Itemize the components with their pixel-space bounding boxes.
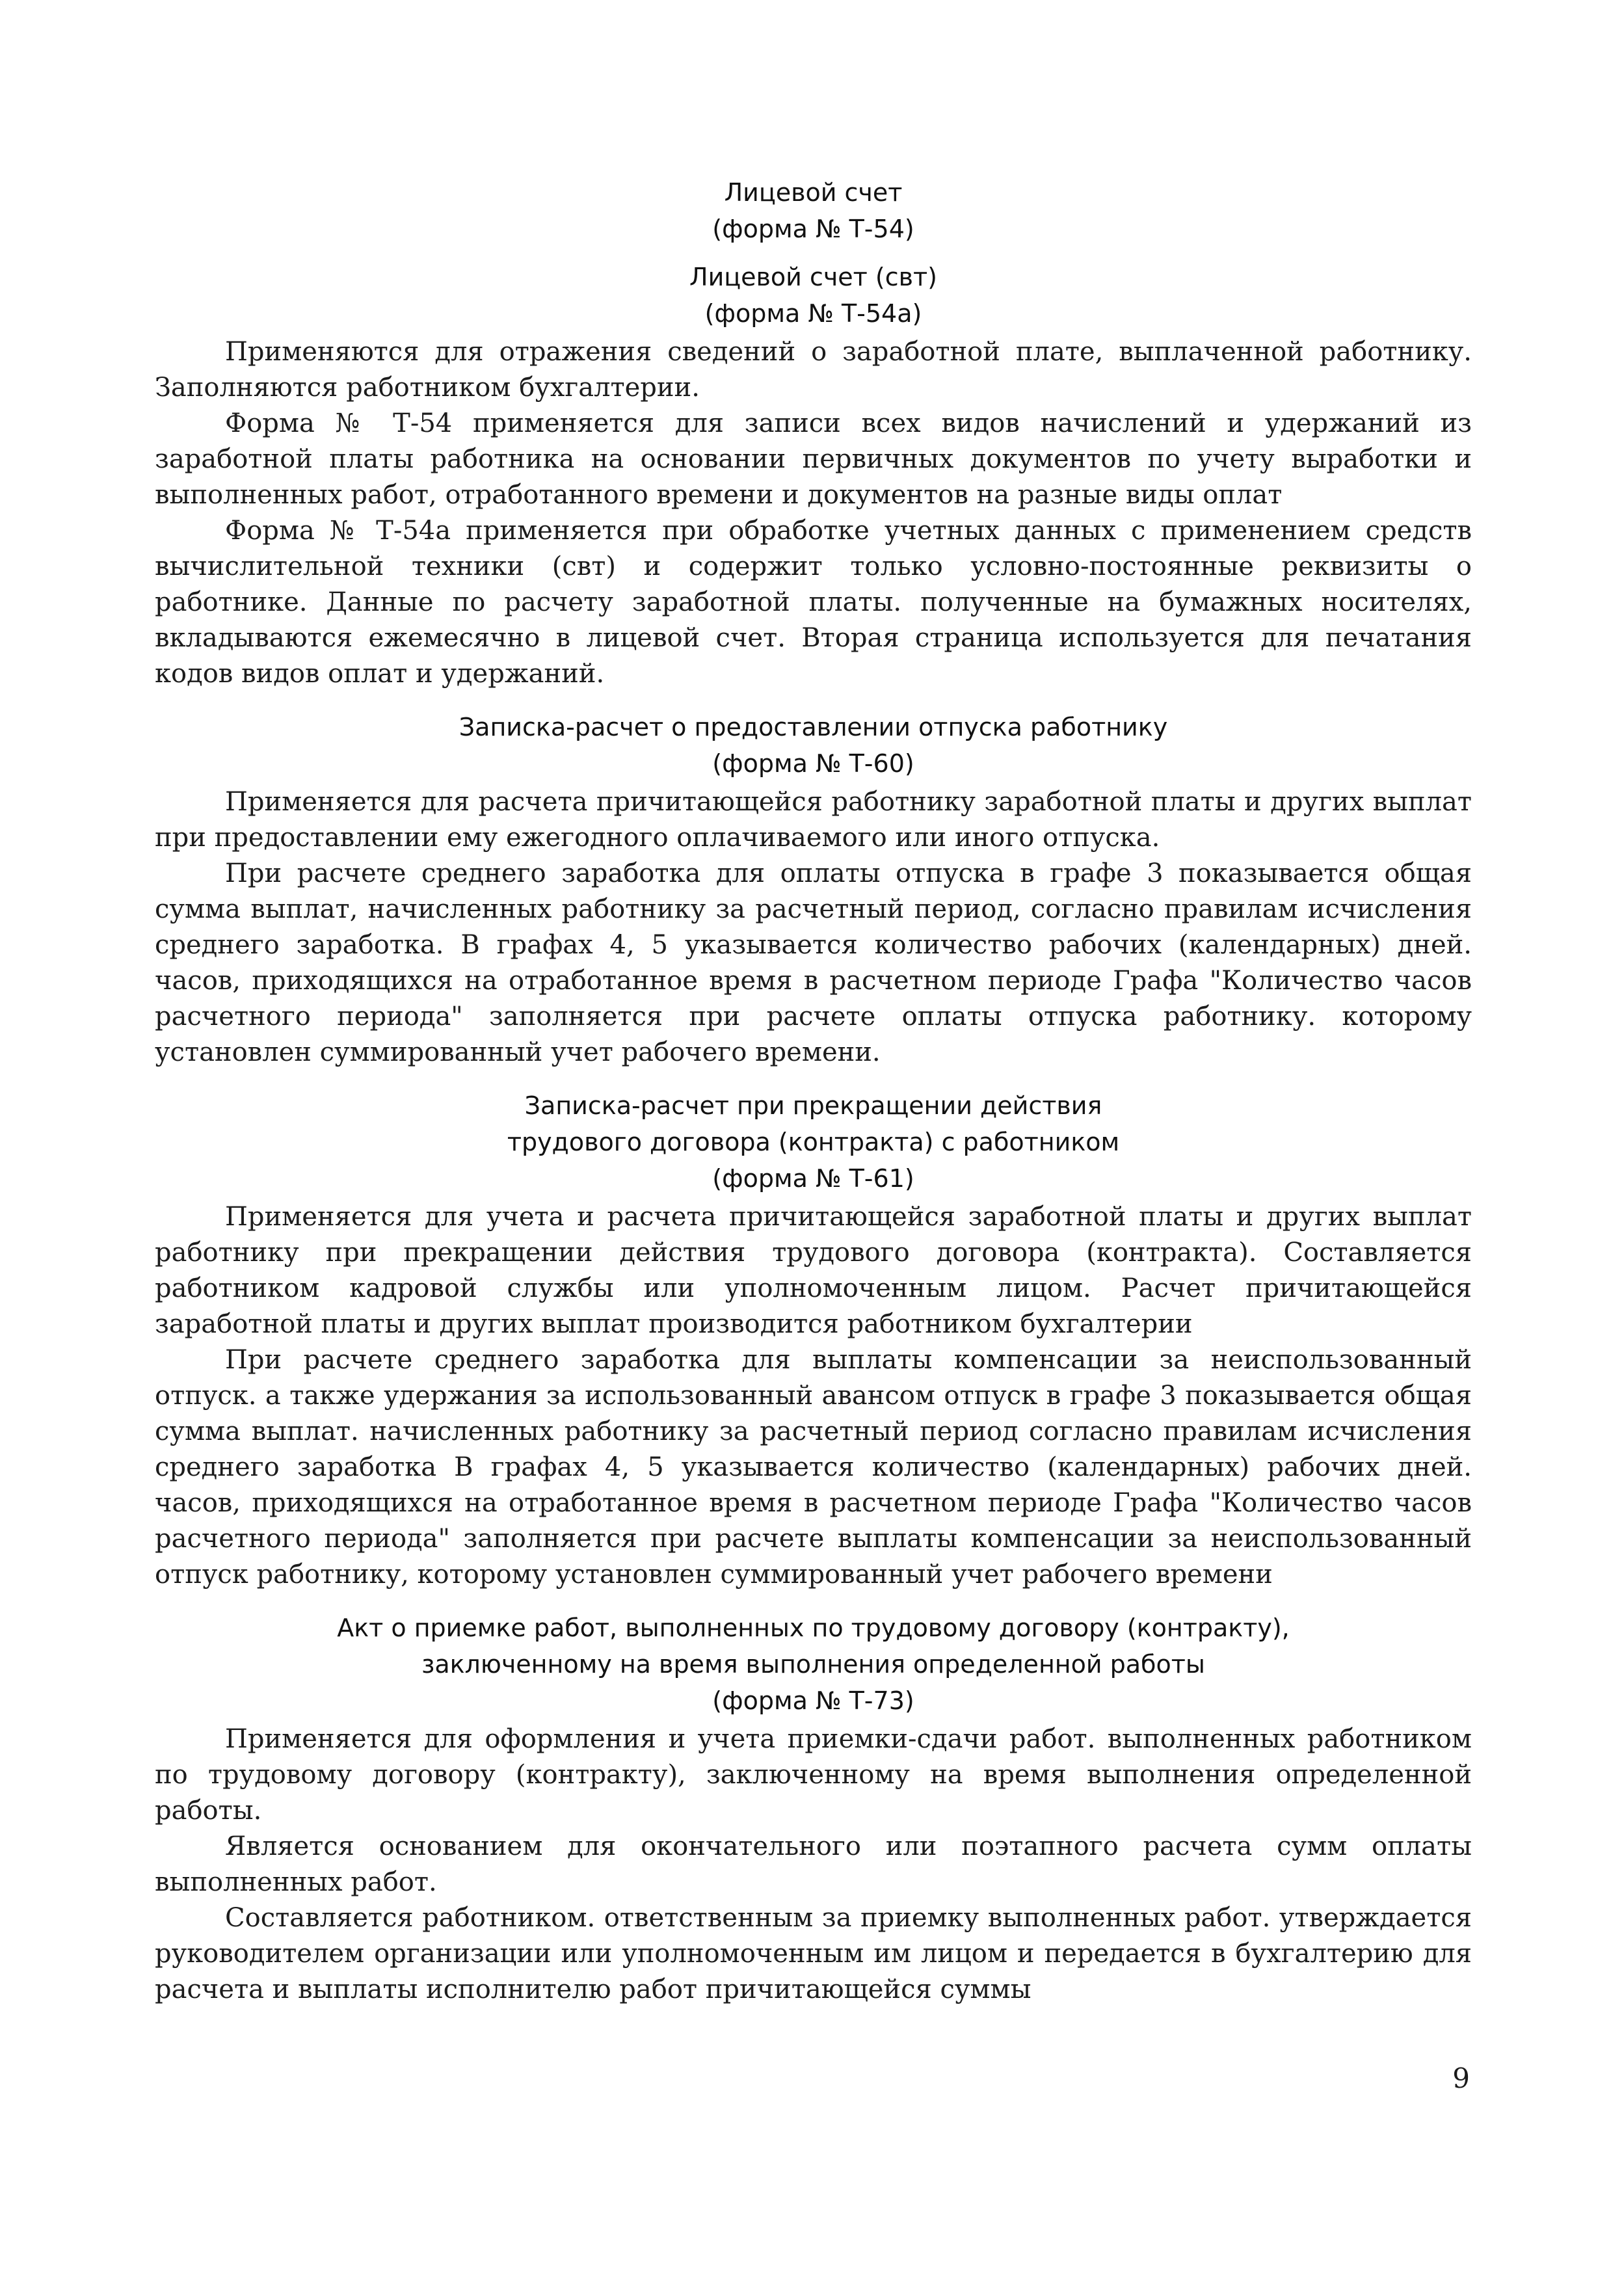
section-form-number: (форма № Т-73): [712, 1686, 914, 1715]
section-form-number: (форма № Т-60): [712, 749, 914, 778]
paragraph: Применяется для учета и расчета причитающейся заработной платы и других выплат работнику при прекращении действия трудового договора (контракта). Составляется работником кадровой службы или уполномоченным лицом. Расчет причитающейся заработной платы и других выплат производится работником бухгалтерии: [155, 1202, 1472, 1339]
paragraph: Является основанием для окончательного или поэтапного расчета сумм оплаты выполненных работ.: [155, 1831, 1472, 1897]
paragraph: Применяется для оформления и учета приемки-сдачи работ. выполненных работником по трудовому договору (контракту), заключенному на время выполнения определенной работы.: [155, 1724, 1472, 1826]
paragraph: Форма № Т-54 применяется для записи всех видов начислений и удержаний из заработной платы работника на основании первичных документов по учету выработки и выполненных работ, отработанного времени и документов на разные виды оплат: [155, 408, 1472, 510]
section-heading-t54a: [155, 259, 1472, 332]
section-form-number: (форма № Т-54): [712, 215, 914, 243]
section-title: Записка-расчет при прекращении действия: [524, 1091, 1102, 1120]
section-title: Записка-расчет о предоставлении отпуска работнику: [459, 713, 1168, 741]
section-body-t60: [155, 784, 1472, 1071]
paragraph: При расчете среднего заработка для оплаты отпуска в графе 3 показывается общая сумма выплат, начисленных работнику за расчетный период, согласно правилам исчисления среднего заработка. В графах 4, 5 указывается количество рабочих (календарных) дней. часов, приходящихся на отработанное время в расчетном периоде Графа "Количество часов расчетного периода" заполняется при расчете оплаты отпуска работнику. которому установлен суммированный учет рабочего времени.: [155, 858, 1472, 1067]
section-heading-t61: [155, 1087, 1472, 1197]
page-content: [155, 174, 1472, 2008]
section-title-continued: заключенному на время выполнения определенной работы: [421, 1650, 1205, 1679]
section-heading-t54: [155, 174, 1472, 247]
section-body-t73: [155, 1722, 1472, 2008]
paragraph: Применяются для отражения сведений о заработной плате, выплаченной работнику. Заполняются работником бухгалтерии.: [155, 337, 1472, 403]
section-body-t61: [155, 1199, 1472, 1593]
section-form-number: (форма № Т-61): [712, 1164, 914, 1193]
paragraph: При расчете среднего заработка для выплаты компенсации за неиспользованный отпуск. а также удержания за использованный авансом отпуск в графе 3 показывается общая сумма выплат. начисленных работнику за расчетный период согласно правилам исчисления среднего заработка В графах 4, 5 указывается количество (календарных) рабочих дней. часов, приходящихся на отработанное время в расчетном периоде Графа "Количество часов расчетного периода" заполняется при расчете выплаты компенсации за неиспользованный отпуск работнику, которому установлен суммированный учет рабочего времени: [155, 1345, 1472, 1590]
section-title-continued: трудового договора (контракта) с работником: [507, 1128, 1120, 1156]
section-title: Лицевой счет: [724, 178, 903, 207]
section-title: Лицевой счет (свт): [689, 263, 937, 291]
paragraph: Применяется для расчета причитающейся работнику заработной платы и других выплат при предоставлении ему ежегодного оплачиваемого или иного отпуска.: [155, 787, 1472, 853]
section-heading-t73: [155, 1610, 1472, 1719]
page-number: 9: [1452, 2062, 1470, 2094]
paragraph: Форма № Т-54а применяется при обработке учетных данных с применением средств вычислительной техники (свт) и содержит только условно-постоянные реквизиты о работнике. Данные по расчету заработной платы. полученные на бумажных носителях, вкладываются ежемесячно в лицевой счет. Вторая страница используется для печатания кодов видов оплат и удержаний.: [155, 516, 1472, 689]
section-body-t54a: [155, 334, 1472, 692]
section-form-number: (форма № Т-54а): [704, 299, 922, 328]
paragraph: Составляется работником. ответственным за приемку выполненных работ. утверждается руководителем организации или уполномоченным им лицом и передается в бухгалтерию для расчета и выплаты исполнителю работ причитающейся суммы: [155, 1903, 1472, 2004]
section-title: Акт о приемке работ, выполненных по трудовому договору (контракту),: [337, 1614, 1290, 1642]
section-heading-t60: [155, 709, 1472, 782]
